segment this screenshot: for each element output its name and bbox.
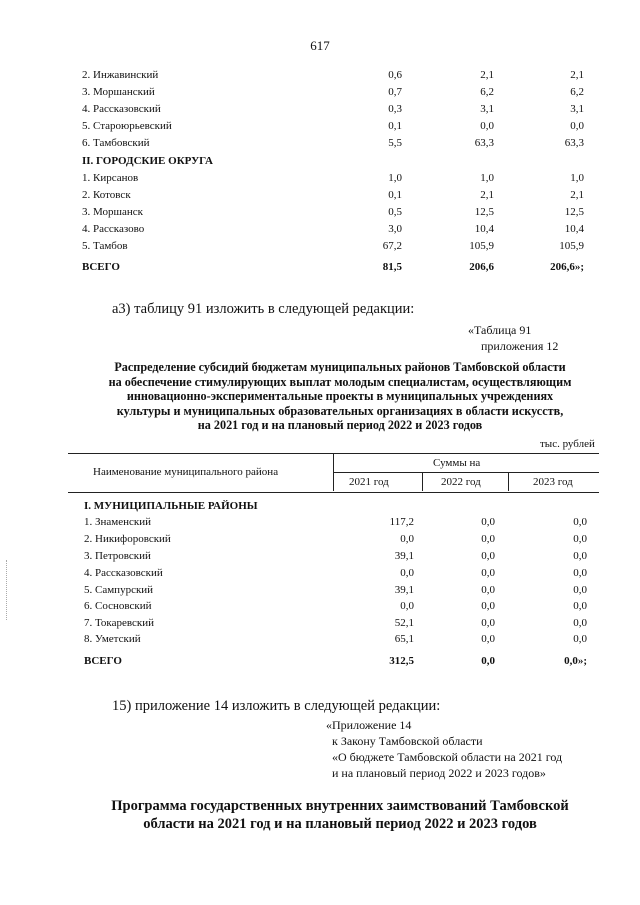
section-title-text: II. ГОРОДСКИЕ ОКРУГА [82,155,213,167]
row-name: 5. Сампурский [84,584,154,596]
row-name: 2. Никифоровский [84,533,171,545]
row-name: 8. Уметский [84,633,141,645]
row-value-2022: 0,0 [481,584,495,596]
table-row [0,633,640,649]
table-row [0,600,640,616]
row-value-2021: 0,0 [400,600,414,612]
row-value-2023: 1,0 [570,172,584,184]
borrowing-heading-line: Программа государственных внутренних заимствований Тамбовской [111,798,569,814]
row-value-2021: 67,2 [382,240,402,252]
row-value-2023: 2,1 [570,69,584,81]
row-value-2023: 12,5 [564,206,584,218]
row-value-2022: 12,5 [474,206,494,218]
row-value-2022: 2,1 [480,189,494,201]
row-value-2023: 0,0 [573,550,587,562]
total-value-2022: 0,0 [481,655,495,667]
borrowing-heading-line: области на 2021 год и на плановый период 2022 и 2023 годов [143,816,537,832]
table-row [0,172,640,188]
table-heading-line: на обеспечение стимулирующих выплат молодым специалистам, осуществляющим [108,374,572,389]
row-value-2021: 0,7 [388,86,402,98]
header-name-cell: Наименование муниципального района [93,466,279,478]
row-value-2022: 2,1 [480,69,494,81]
row-value-2023: 0,0 [573,567,587,579]
paragraph-15: 15) приложение 14 изложить в следующей редакции: [112,698,441,714]
row-name: 4. Рассказовский [82,103,161,115]
row-name: 1. Знаменский [84,516,152,528]
row-name: 1. Кирсанов [82,172,139,184]
table-row [0,103,640,119]
appendix-ref-line2: к Закону Тамбовской области [332,734,483,748]
appendix-ref-line4: и на плановый период 2022 и 2023 годов» [332,766,546,780]
row-value-2022: 10,4 [474,223,494,235]
table-heading-line: инновационно-экспериментальные проекты в муниципальных учреждениях [126,389,554,403]
section-title [0,155,640,171]
scan-artifact [6,560,8,620]
section-title-text: I. МУНИЦИПАЛЬНЫЕ РАЙОНЫ [84,500,258,512]
table-row [0,137,640,153]
row-name: 5. Тамбов [82,240,128,252]
table-heading [60,360,620,433]
row-name: 3. Петровский [84,550,151,562]
total-value-2022: 206,6 [469,261,494,273]
row-value-2023: 105,9 [559,240,584,252]
header-divider [508,472,509,491]
row-value-2021: 52,1 [394,617,414,629]
row-value-2022: 0,0 [480,120,494,132]
row-name: 3. Моршанск [82,206,143,218]
table-row [0,223,640,239]
row-value-2022: 3,1 [480,103,494,115]
table-reference-line1: «Таблица 91 [468,323,532,337]
total-value-2023: 0,0»; [564,655,587,667]
table-row [0,533,640,549]
row-value-2022: 0,0 [481,600,495,612]
row-value-2023: 0,0 [573,600,587,612]
row-value-2022: 0,0 [481,550,495,562]
row-value-2023: 0,0 [573,533,587,545]
row-value-2021: 0,6 [388,69,402,81]
row-value-2021: 0,0 [400,533,414,545]
row-value-2023: 3,1 [570,103,584,115]
table-row [0,617,640,633]
total-value-2023: 206,6»; [550,261,584,273]
total-label: ВСЕГО [84,655,122,667]
header-divider [422,472,423,491]
header-divider [333,472,599,473]
row-value-2022: 0,0 [481,533,495,545]
table-row [0,120,640,136]
row-value-2021: 0,0 [400,567,414,579]
row-value-2022: 0,0 [481,633,495,645]
borrowing-program-heading [70,797,610,833]
row-name: 5. Староюрьевский [82,120,172,132]
page-number: 617 [310,38,330,53]
table-row [0,189,640,205]
total-label: ВСЕГО [82,261,120,273]
table-heading-line: Распределение субсидий бюджетам муниципальных районов Тамбовской области [114,360,566,374]
table-row [0,69,640,85]
appendix-ref-line3: «О бюджете Тамбовской области на 2021 год [332,750,563,764]
total-value-2021: 312,5 [389,655,414,667]
row-name: 3. Моршанский [82,86,155,98]
row-value-2023: 0,0 [573,516,587,528]
row-value-2021: 0,5 [388,206,402,218]
total-value-2021: 81,5 [382,261,402,273]
header-year-2022: 2022 год [441,476,481,488]
row-value-2021: 0,1 [388,189,402,201]
row-value-2021: 117,2 [389,516,414,528]
units-label: тыс. рублей [540,438,595,450]
table-row [0,567,640,583]
row-value-2023: 0,0 [573,633,587,645]
row-name: 2. Котовск [82,189,131,201]
row-value-2022: 0,0 [481,567,495,579]
paragraph-a3: а3) таблицу 91 изложить в следующей редакции: [112,301,415,317]
table-row [0,584,640,600]
table-heading-line: культуры и муниципальных образовательных организациях в области искусств, [116,403,564,418]
row-value-2022: 1,0 [480,172,494,184]
row-value-2023: 0,0 [573,617,587,629]
table-total-row [0,655,640,671]
row-name: 2. Инжавинский [82,69,159,81]
row-value-2023: 2,1 [570,189,584,201]
header-year-2021: 2021 год [349,476,389,488]
row-name: 4. Рассказовский [84,567,163,579]
row-value-2022: 0,0 [481,617,495,629]
table-row [0,86,640,102]
row-value-2021: 3,0 [388,223,402,235]
row-value-2021: 5,5 [388,137,402,149]
row-value-2023: 0,0 [570,120,584,132]
row-value-2021: 0,1 [388,120,402,132]
table-row [0,550,640,566]
row-value-2022: 63,3 [474,137,494,149]
table-total-row [0,261,640,277]
row-name: 4. Рассказово [82,223,145,235]
row-value-2021: 0,3 [388,103,402,115]
row-value-2022: 0,0 [481,516,495,528]
row-value-2021: 39,1 [394,584,414,596]
table-row [0,240,640,256]
row-value-2022: 105,9 [469,240,494,252]
section-title [0,500,640,516]
row-name: 6. Сосновский [84,600,152,612]
row-value-2023: 10,4 [564,223,584,235]
row-value-2021: 1,0 [388,172,402,184]
row-value-2023: 6,2 [570,86,584,98]
row-value-2021: 39,1 [394,550,414,562]
row-value-2023: 0,0 [573,584,587,596]
row-name: 6. Тамбовский [82,137,150,149]
appendix-ref-line1: «Приложение 14 [326,718,412,732]
header-sums-cell: Суммы на [433,457,481,469]
header-year-2023: 2023 год [533,476,573,488]
table-row [0,516,640,532]
row-value-2022: 6,2 [480,86,494,98]
row-value-2023: 63,3 [564,137,584,149]
row-value-2021: 65,1 [394,633,414,645]
row-name: 7. Токаревский [84,617,154,629]
table-heading-line: на 2021 год и на плановый период 2022 и 2023 годов [197,418,483,432]
table-row [0,206,640,222]
table-reference-line2: приложения 12 [481,339,559,353]
